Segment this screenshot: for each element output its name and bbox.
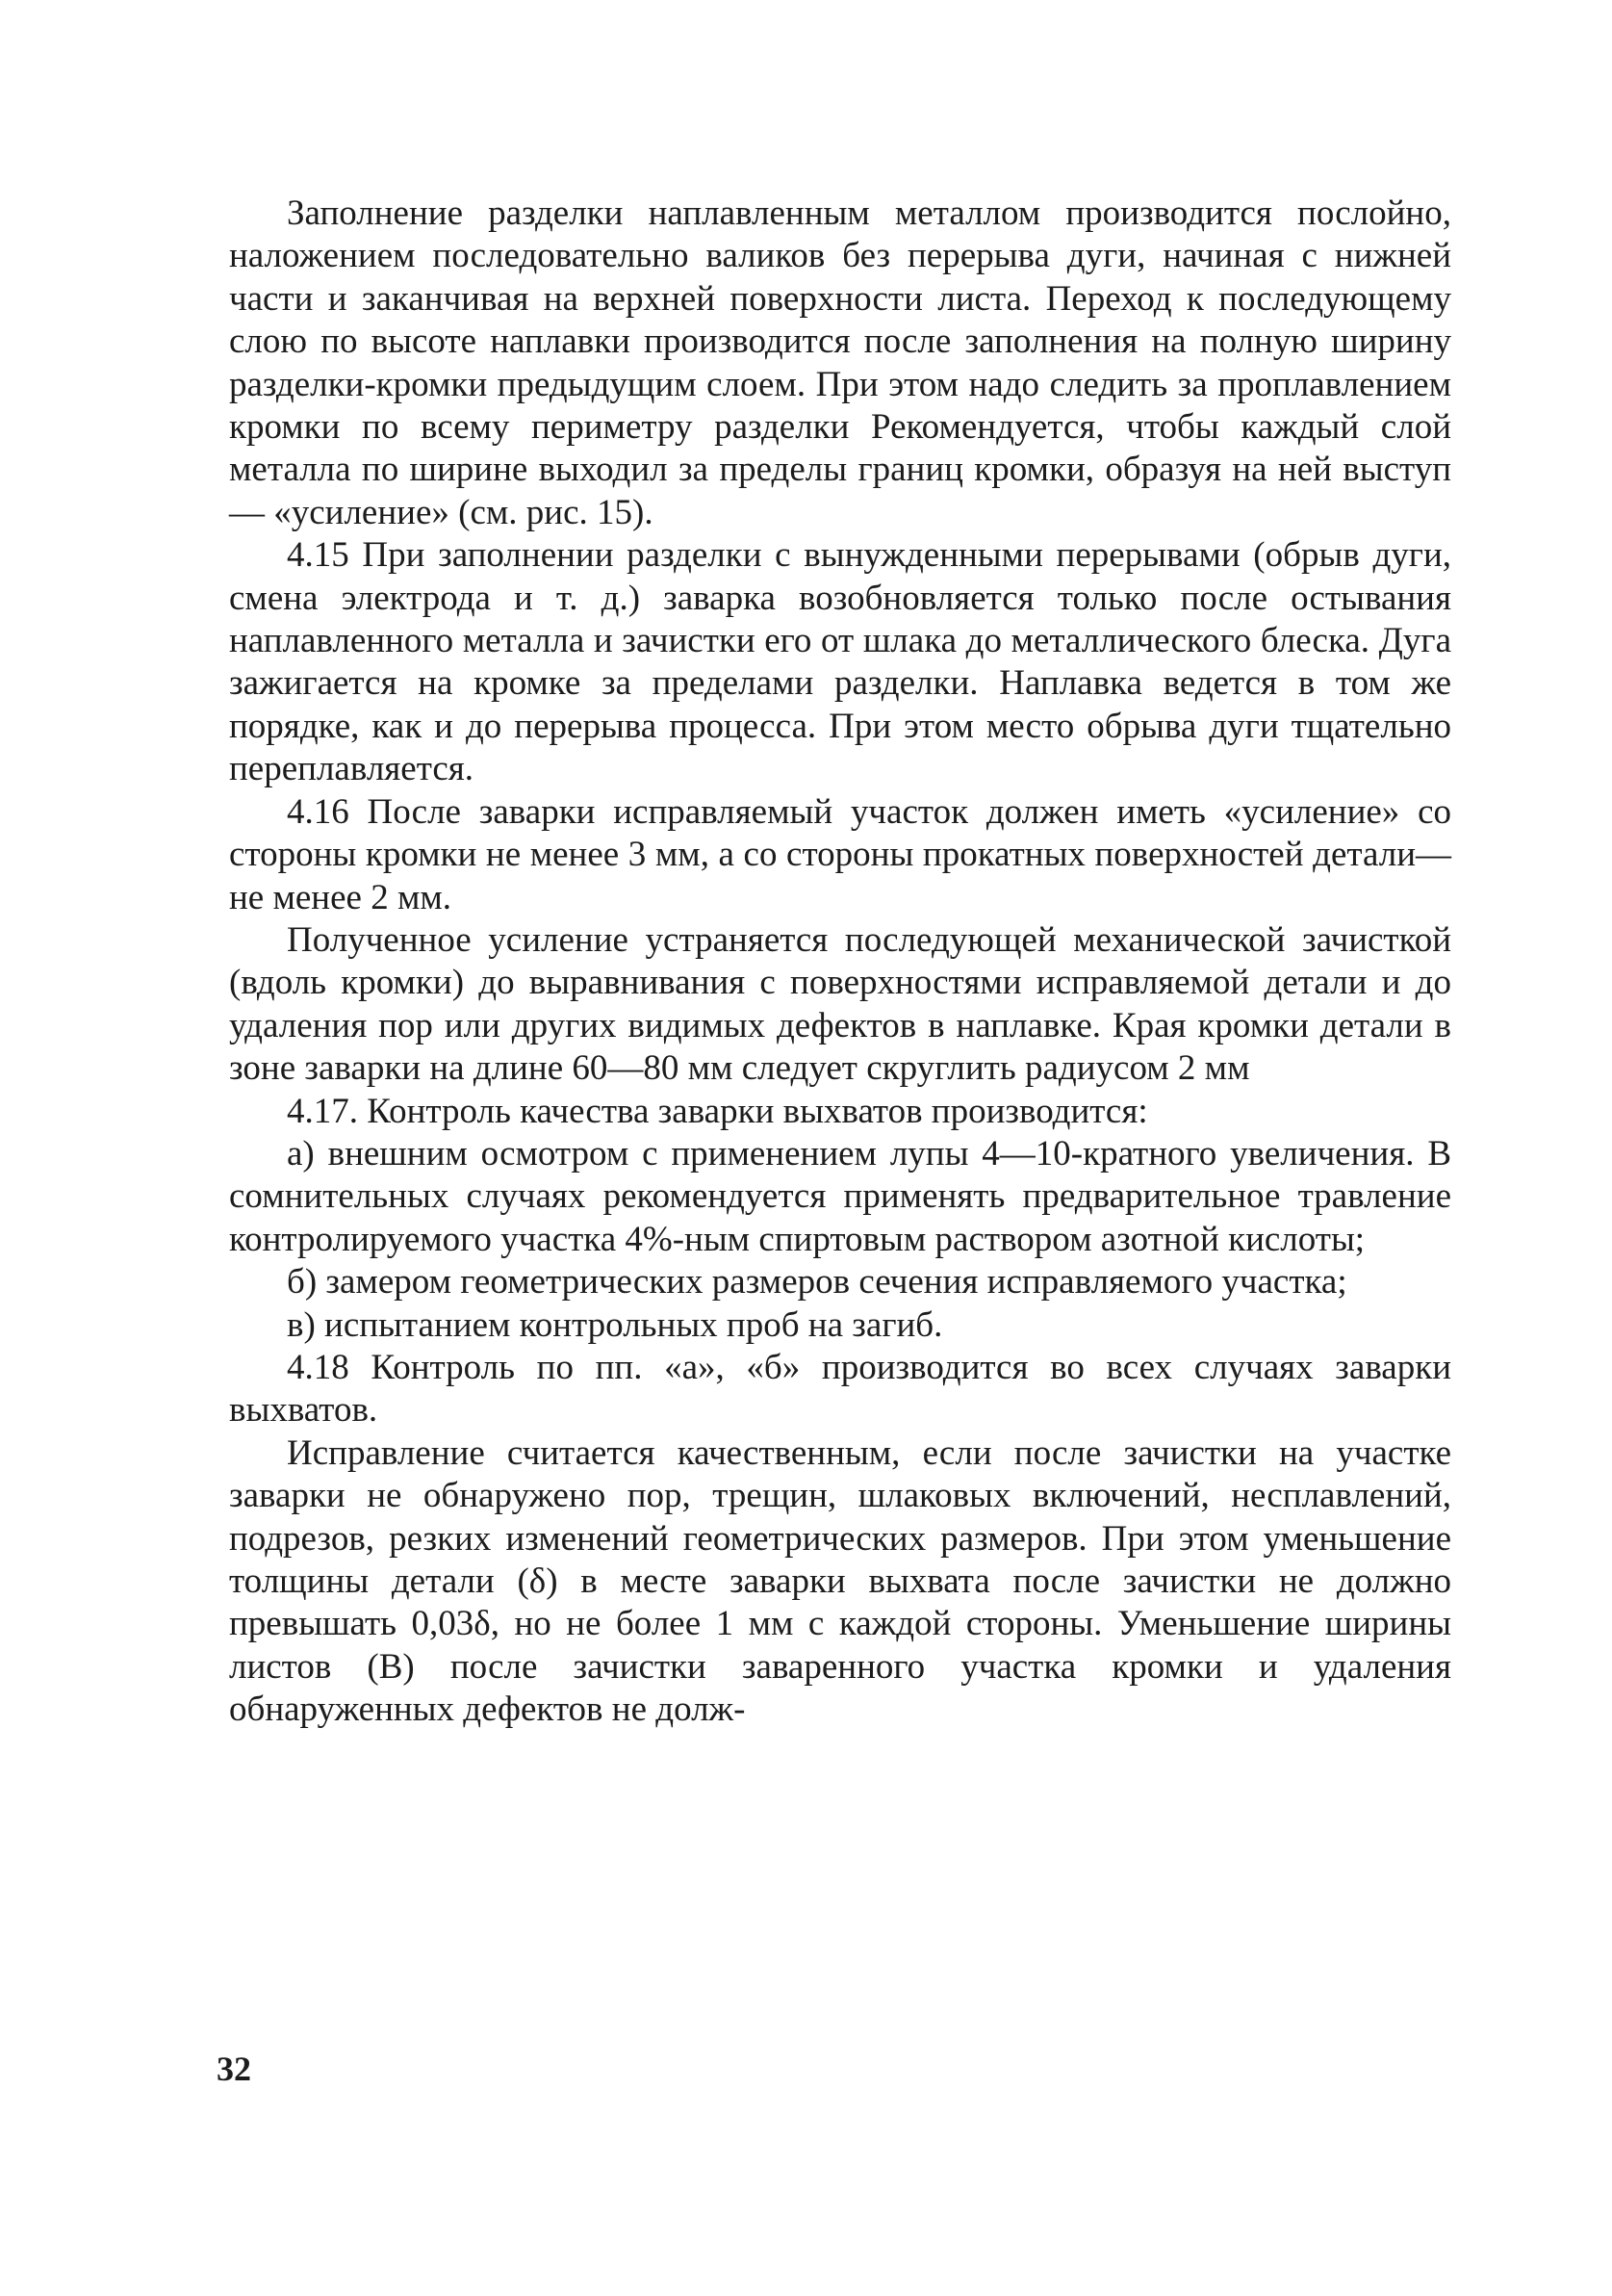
paragraph-reinforcement-removal: Полученное усиление устраняется последующей механической зачисткой (вдоль кромки) до выравнивания с поверхностями исправляемой детали и до удаления пор или других видимых дефектов в наплавке. Края кромки детали в зоне заварки на длине 60—80 мм следует скруглить радиусом 2 мм [229,919,1451,1089]
list-item-b: б) замером геометрических размеров сечения исправляемого участка; [287,1262,1347,1303]
document-body [229,193,1451,1732]
paragraph-4-18: 4.18 Контроль по пп. «а», «б» производится во всех случаях заварки выхватов. [229,1347,1451,1431]
page-number: 32 [217,2050,251,2088]
list-item-v: в) испытанием контрольных проб на загиб. [287,1304,943,1345]
paragraph-4-17: 4.17. Контроль качества заварки выхватов производится: [287,1091,1148,1131]
list-item-a: а) внешним осмотром с применением лупы 4—10-кратного увеличения. В сомнительных случаях рекомендуется применять предварительное травление контролируемого участка 4%-ным спиртовым раствором азотной кислоты; [229,1133,1451,1259]
paragraph-weld-filling: Заполнение разделки наплавленным металлом производится послойно, наложением последовательно валиков без перерыва дуги, начиная с нижней части и заканчивая на верхней поверхности листа. Переход к последующему слою по высоте наплавки производится после заполнения на полную ширину разделки-кромки предыдущим слоем. При этом надо следить за проплавлением кромки по всему периметру разделки Рекомендуется, чтобы каждый слой металла по ширине выходил за пределы границ кромки, образуя на ней выступ— «усиление» (см. рис. 15). [229,193,1451,532]
paragraph-quality-criteria: Исправление считается качественным, если после зачистки на участке заварки не обнаружено пор, трещин, шлаковых включений, несплавлений, подрезов, резких изменений геометрических размеров. При этом уменьшение толщины детали (δ) в месте заварки выхвата после зачистки не должно превышать 0,03δ, но не более 1 мм с каждой стороны. Уменьшение ширины листов (B) после зачистки заваренного участка кромки и удаления обнаруженных дефектов не долж- [229,1432,1451,1730]
paragraph-4-16: 4.16 После заварки исправляемый участок должен иметь «усиление» со стороны кромки не менее 3 мм, а со стороны прокатных поверхностей детали—не менее 2 мм. [229,791,1451,917]
paragraph-4-15: 4.15 При заполнении разделки с вынужденными перерывами (обрыв дуги, смена электрода и т. д.) заварка возобновляется только после остывания наплавленного металла и зачистки его от шлака до металлического блеска. Дуга зажигается на кромке за пределами разделки. Наплавка ведется в том же порядке, как и до перерыва процесса. При этом место обрыва дуги тщательно переплавляется. [229,535,1451,789]
